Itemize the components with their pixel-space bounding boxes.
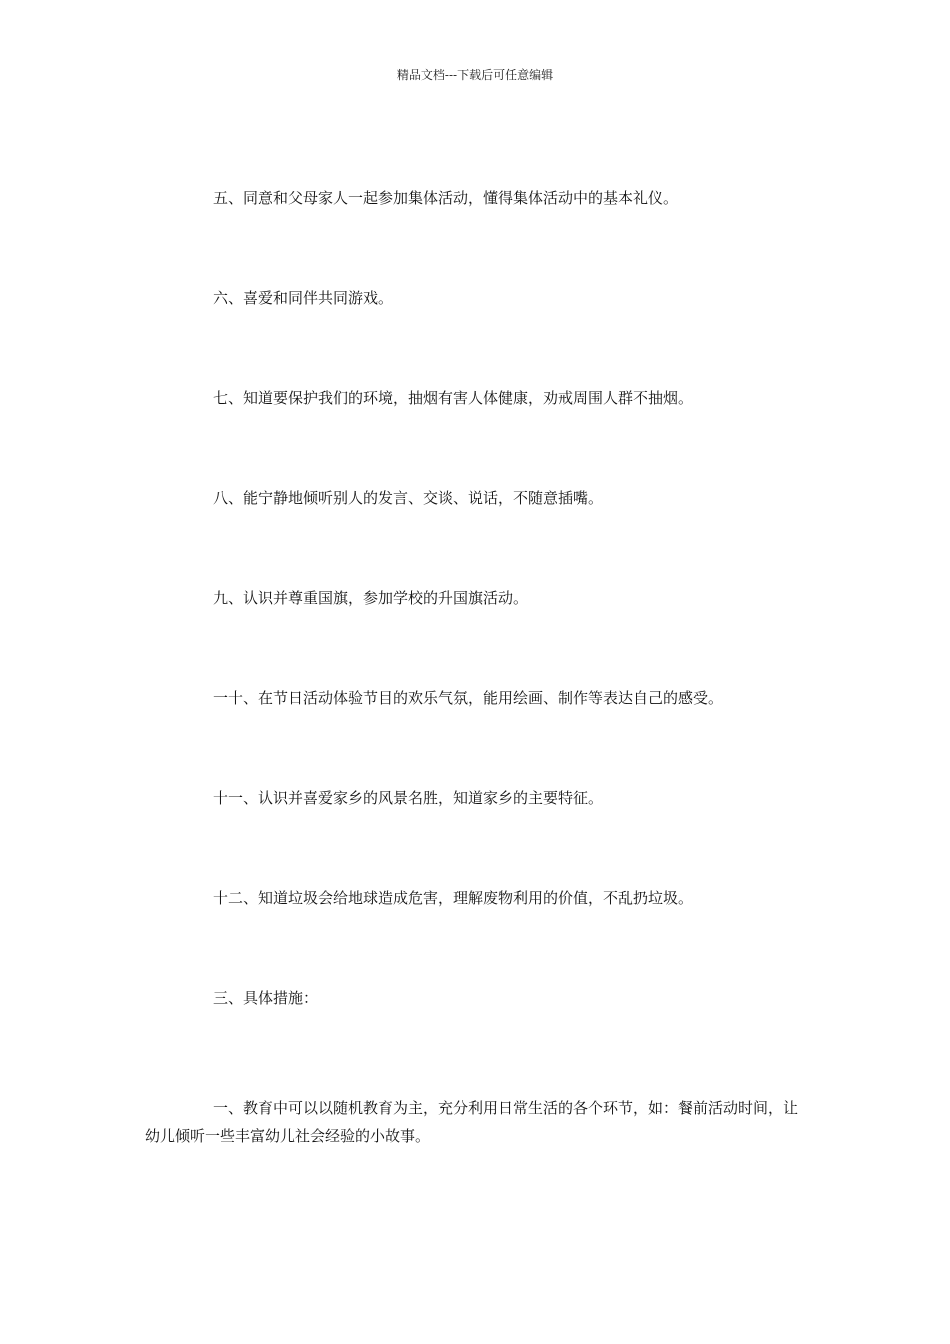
page-header: 精品文档---下载后可任意编辑 <box>396 68 554 82</box>
paragraph-item-7: 七、知道要保护我们的环境，抽烟有害人体健康，劝戒周围人群不抽烟。 <box>213 389 694 407</box>
paragraph-item-6: 六、喜爱和同伴共同游戏。 <box>213 289 394 307</box>
paragraph-item-8: 八、能宁静地倾听别人的发言、交谈、说话，不随意插嘴。 <box>213 489 604 507</box>
paragraph-item-5: 五、同意和父母家人一起参加集体活动，懂得集体活动中的基本礼仪。 <box>213 189 679 207</box>
section-heading-measures: 三、具体措施： <box>213 989 319 1007</box>
paragraph-item-12: 十二、知道垃圾会给地球造成危害，理解废物利用的价值，不乱扔垃圾。 <box>213 889 694 907</box>
paragraph-measure-1: 一、教育中可以以随机教育为主，充分利用日常生活的各个环节，如：餐前活动时间，让幼儿倾听一些丰富幼儿社会经验的小故事。 <box>145 1099 799 1145</box>
paragraph-item-10: 一十、在节日活动体验节目的欢乐气氛，能用绘画、制作等表达自己的感受。 <box>213 689 724 707</box>
paragraph-item-9: 九、认识并尊重国旗，参加学校的升国旗活动。 <box>213 589 529 607</box>
paragraph-item-11: 十一、认识并喜爱家乡的风景名胜，知道家乡的主要特征。 <box>213 789 604 807</box>
